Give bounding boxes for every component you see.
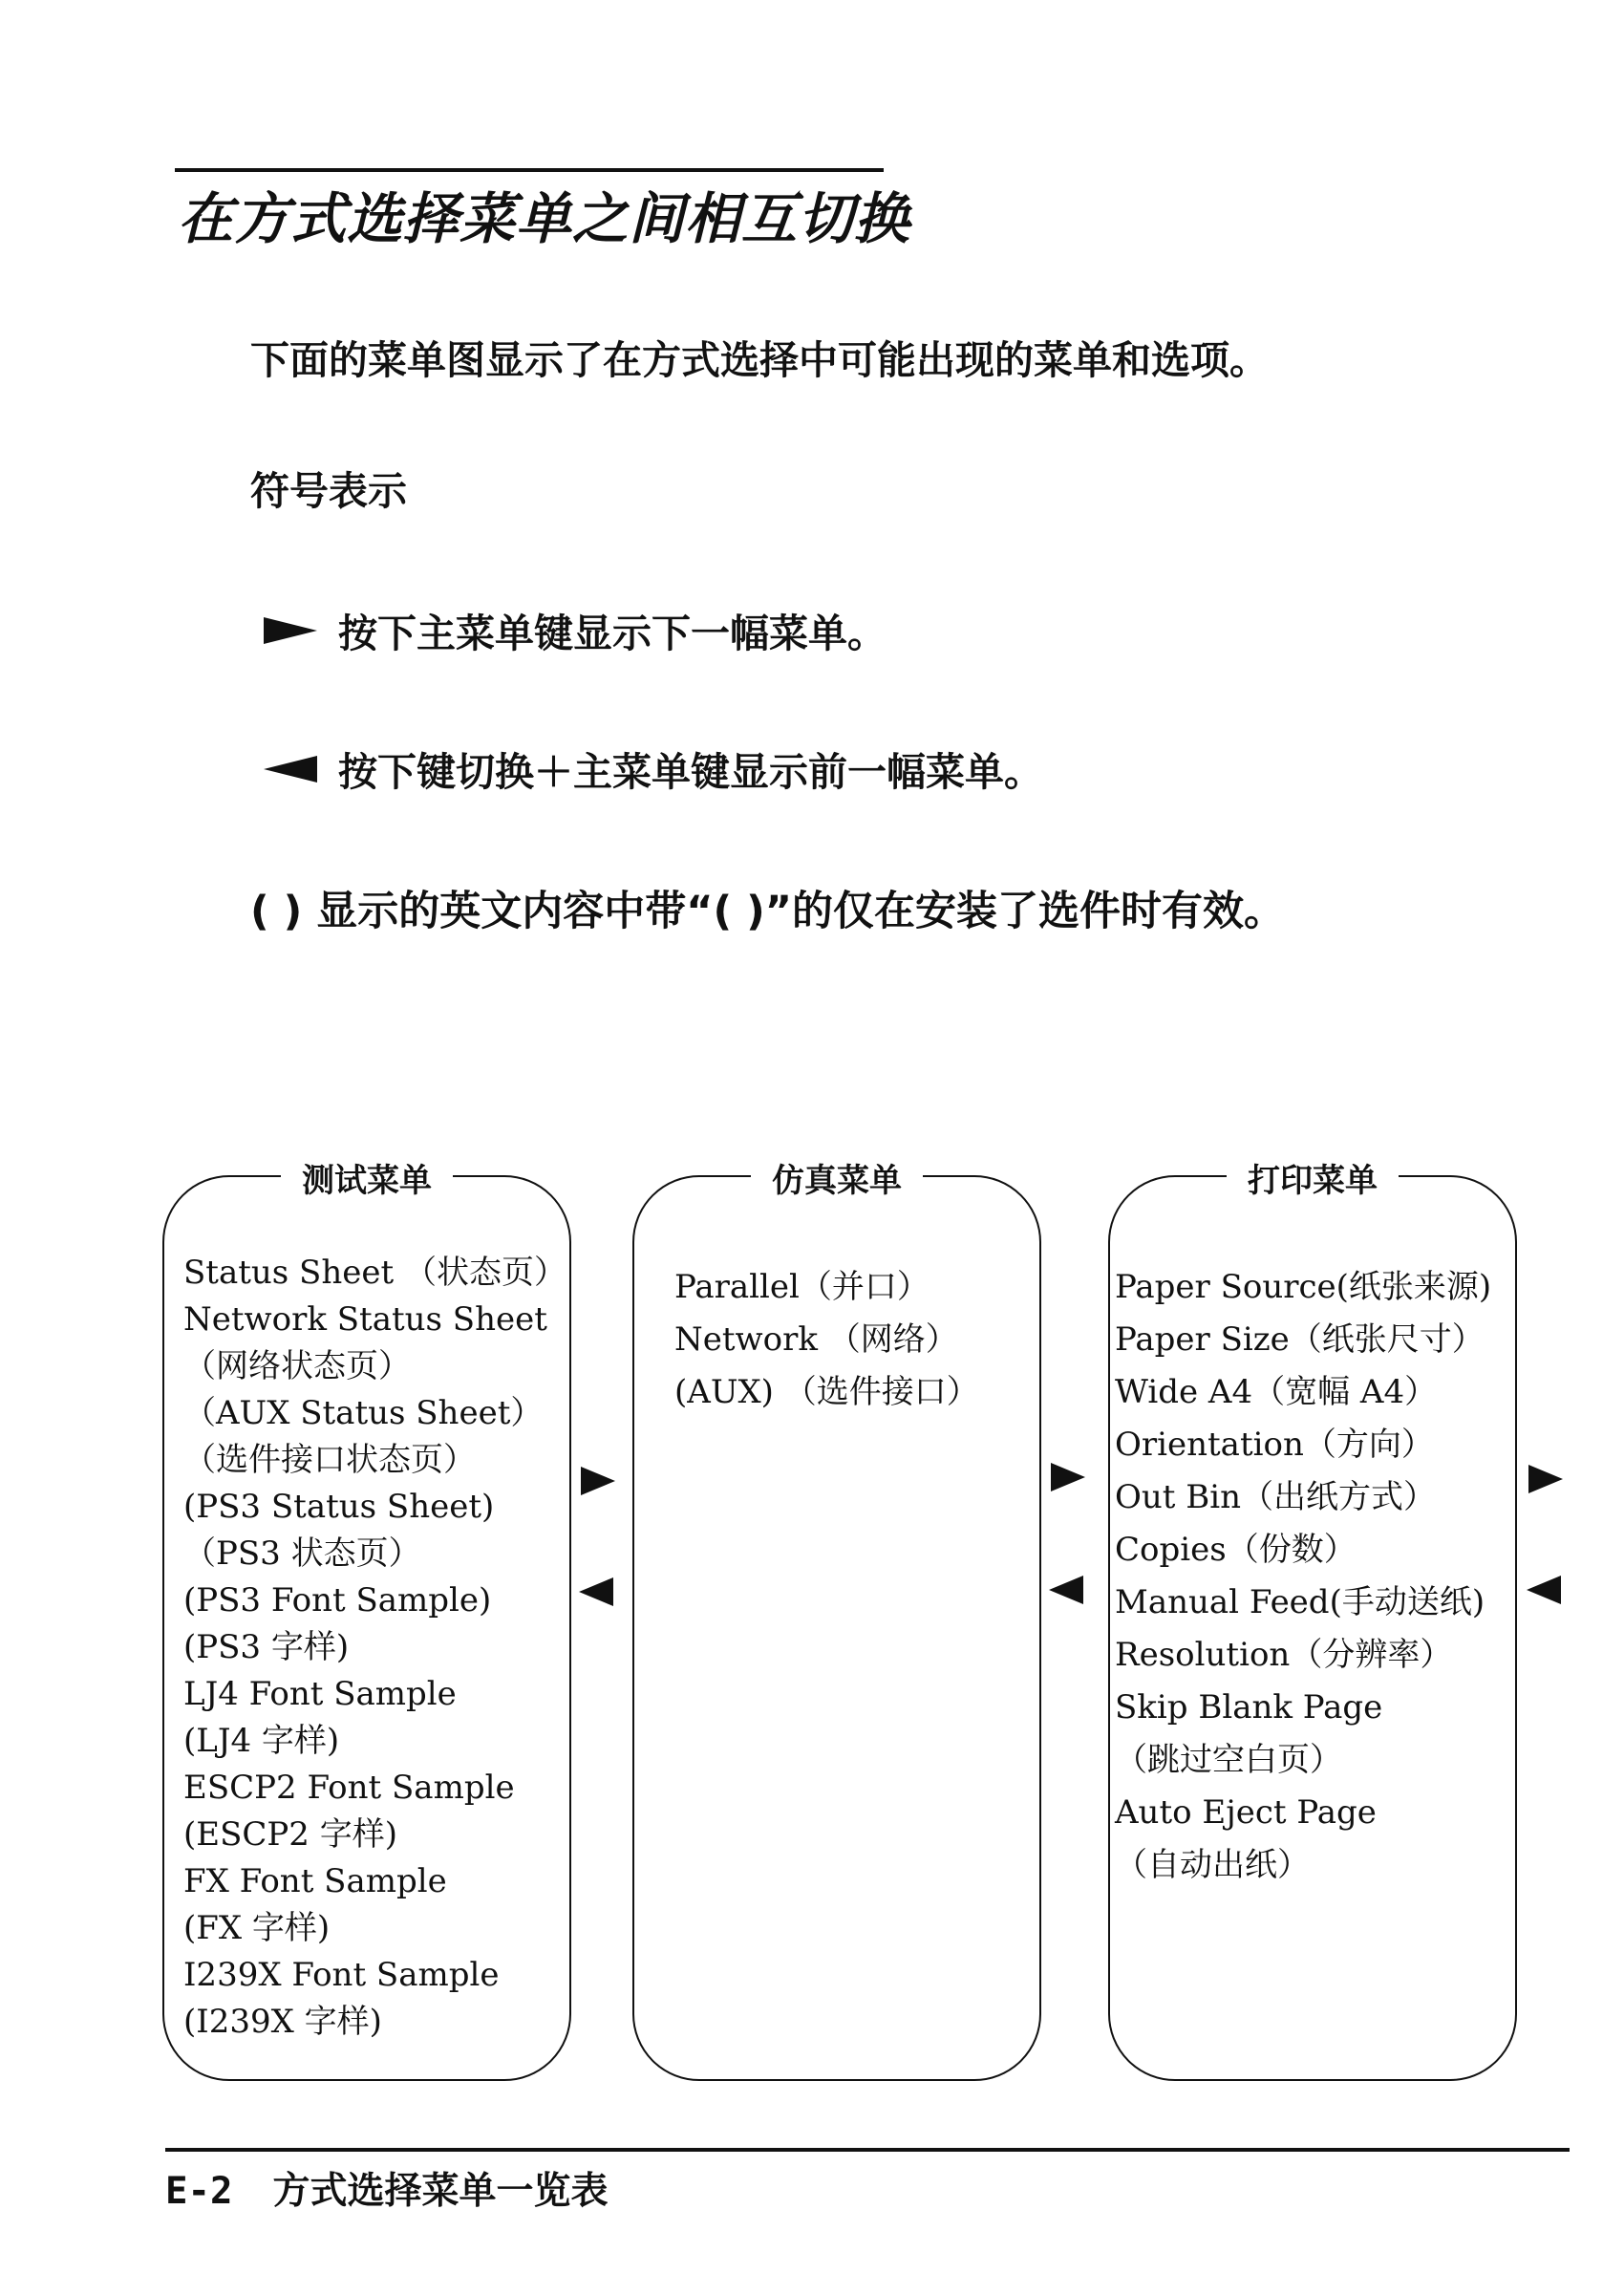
printing-menu-box bbox=[1108, 1162, 1517, 2081]
legend-heading: 符号表示 bbox=[250, 468, 407, 514]
list-item: Wide A4（宽幅 A4） bbox=[1115, 1373, 1438, 1411]
list-item: (LJ4 字样) bbox=[183, 1722, 340, 1760]
list-item: (PS3 Font Sample) bbox=[183, 1581, 492, 1620]
list-item: LJ4 Font Sample bbox=[183, 1675, 457, 1713]
legend-next-text: 按下主菜单键显示下一幅菜单。 bbox=[338, 611, 887, 656]
emulation-menu-title: 仿真菜单 bbox=[751, 1154, 923, 1201]
prev-arrow-icon bbox=[264, 752, 317, 786]
prev-arrow-icon bbox=[577, 1575, 615, 1609]
list-item: Out Bin（出纸方式） bbox=[1115, 1478, 1436, 1516]
legend-next bbox=[264, 602, 887, 658]
list-item: (FX 字样) bbox=[183, 1909, 331, 1947]
emulation-menu-box bbox=[632, 1162, 1041, 2081]
next-arrow-icon bbox=[1527, 1462, 1565, 1496]
next-arrow-icon bbox=[579, 1464, 617, 1498]
list-item: (ESCP2 字样) bbox=[183, 1815, 397, 1854]
list-item: （AUX Status Sheet） bbox=[183, 1394, 544, 1432]
list-item: (PS3 Status Sheet) bbox=[183, 1488, 495, 1526]
list-item: （自动出纸） bbox=[1115, 1846, 1310, 1884]
list-item: Network Status Sheet bbox=[183, 1300, 547, 1339]
list-item: Copies（份数） bbox=[1115, 1531, 1357, 1569]
list-item: Orientation（方向） bbox=[1115, 1426, 1434, 1464]
title-rule bbox=[175, 168, 884, 172]
printing-menu-title: 打印菜单 bbox=[1227, 1154, 1399, 1201]
next-arrow-icon bbox=[1049, 1460, 1087, 1494]
footer-title: 方式选择菜单一览表 bbox=[272, 2170, 609, 2213]
page-title: 在方式选择菜单之间相互切换 bbox=[178, 186, 911, 251]
prev-arrow-icon bbox=[1047, 1573, 1085, 1607]
test-menu-items bbox=[183, 1250, 566, 2046]
printing-menu-items bbox=[1115, 1261, 1491, 1892]
list-item: Network （网络） bbox=[674, 1320, 958, 1359]
list-item: Status Sheet （状态页） bbox=[183, 1254, 566, 1292]
prev-arrow-icon bbox=[1525, 1573, 1563, 1607]
page-number: E-2 bbox=[165, 2170, 233, 2213]
legend-prev bbox=[264, 740, 1043, 797]
footer bbox=[165, 2161, 608, 2215]
legend-prev-text: 按下键切换＋主菜单键显示前一幅菜单。 bbox=[338, 749, 1043, 795]
list-item: Paper Source(纸张来源) bbox=[1115, 1268, 1492, 1306]
intro-paragraph: 下面的菜单图显示了在方式选择中可能出现的菜单和选项。 bbox=[250, 337, 1269, 383]
list-item: Manual Feed(手动送纸) bbox=[1115, 1583, 1485, 1621]
list-item: ESCP2 Font Sample bbox=[183, 1769, 515, 1807]
list-item: (I239X 字样) bbox=[183, 2003, 382, 2041]
list-item: FX Font Sample bbox=[183, 1862, 447, 1900]
footer-rule bbox=[165, 2148, 1570, 2152]
list-item: （选件接口状态页） bbox=[183, 1441, 476, 1479]
list-item: Skip Blank Page bbox=[1115, 1688, 1383, 1727]
list-item: (AUX) （选件接口） bbox=[674, 1373, 979, 1411]
test-menu-title: 测试菜单 bbox=[281, 1154, 453, 1201]
list-item: （PS3 状态页） bbox=[183, 1534, 421, 1573]
list-item: Resolution（分辨率） bbox=[1115, 1636, 1453, 1674]
emulation-menu-items bbox=[674, 1261, 979, 1419]
next-arrow-icon bbox=[264, 613, 317, 648]
optional-note: ( ) 显示的英文内容中带“( )”的仅在安装了选件时有效。 bbox=[250, 888, 1286, 935]
list-item: I239X Font Sample bbox=[183, 1956, 500, 1994]
list-item: Parallel（并口） bbox=[674, 1268, 930, 1306]
list-item: Paper Size（纸张尺寸） bbox=[1115, 1320, 1485, 1359]
list-item: Auto Eject Page bbox=[1115, 1793, 1377, 1832]
list-item: （跳过空白页） bbox=[1115, 1741, 1342, 1779]
list-item: (PS3 字样) bbox=[183, 1628, 350, 1666]
test-menu-box bbox=[162, 1162, 571, 2081]
list-item: （网络状态页） bbox=[183, 1347, 411, 1385]
